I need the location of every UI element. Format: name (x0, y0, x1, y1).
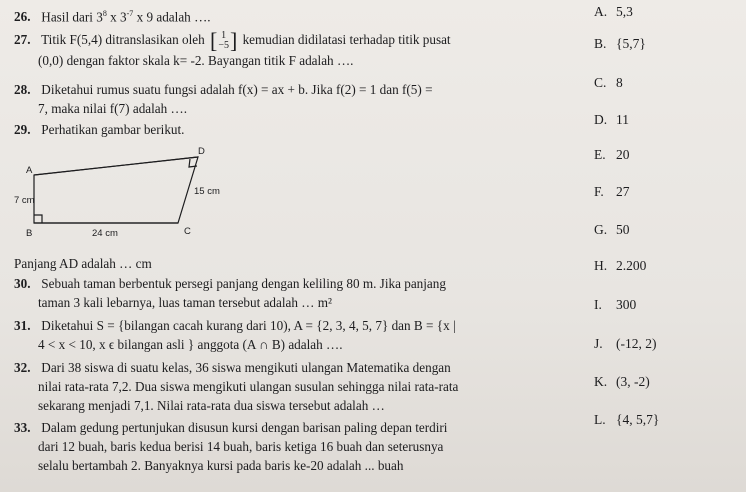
question-number: 31. (14, 318, 31, 333)
vertex-d: D (198, 146, 205, 157)
question-33 (14, 418, 586, 475)
label-bc: 24 cm (92, 228, 118, 239)
question-29-prompt: Panjang AD adalah … cm (14, 256, 152, 271)
vertex-c: C (184, 226, 191, 237)
geometry-figure (14, 145, 244, 245)
translation-matrix (209, 27, 238, 53)
option-h: H. 2.200 (594, 258, 647, 273)
question-text-line2: nilai rata-rata 7,2. Dua siswa mengikuti ulangan susulan sehingga nilai rata-rata (38, 379, 459, 394)
question-number: 29. (14, 122, 31, 137)
expr-exp-b: -7 (126, 9, 134, 18)
question-number: 27. (14, 32, 31, 47)
expr-exp-a: 8 (102, 9, 107, 18)
question-text: Perhatikan gambar berikut. (41, 122, 185, 137)
question-30 (14, 274, 586, 312)
question-text: Hasil dari (41, 9, 93, 25)
question-number: 26. (14, 9, 31, 25)
option-b: B. {5,7} (594, 36, 646, 51)
question-text: Dari 38 siswa di suatu kelas, 36 siswa mengikuti ulangan Matematika dengan (41, 360, 451, 375)
question-text-line3: sekarang menjadi 7,1. Nilai rata-rata dua siswa tersebut adalah … (38, 398, 385, 413)
option-k: K. (3, -2) (594, 374, 650, 389)
expr-base-a: 3 (96, 9, 103, 25)
expr-times: x (106, 9, 121, 25)
question-29 (14, 120, 586, 139)
question-text: kemudian didilatasi terhadap titik pusat (242, 32, 451, 47)
option-d: D. 11 (594, 112, 629, 127)
label-ab: 7 cm (14, 195, 35, 206)
matrix-bracket-right: ] (229, 27, 238, 53)
right-angle-b (34, 215, 42, 223)
segment-ad (34, 157, 198, 175)
question-text: Dalam gedung pertunjukan disusun kursi dengan barisan paling depan terdiri (41, 420, 448, 435)
expr-rest: x 9 adalah …. (133, 9, 211, 25)
option-g: G. 50 (594, 222, 630, 237)
matrix-bracket-left: [ (209, 27, 218, 53)
option-a: A. 5,3 (594, 4, 633, 19)
vertex-a: A (26, 165, 33, 176)
question-27 (14, 27, 586, 70)
question-text: Diketahui rumus suatu fungsi adalah f(x) = ax + b. Jika f(2) = 1 dan f(5) = (41, 82, 433, 97)
option-i: I. 300 (594, 297, 637, 312)
question-number: 30. (14, 276, 31, 291)
question-text-line2: taman 3 kali lebarnya, luas taman tersebut adalah … m² (38, 295, 332, 310)
question-32 (14, 358, 586, 415)
question-number: 33. (14, 420, 31, 435)
label-cd: 15 cm (194, 186, 220, 197)
option-l: L. {4, 5,7} (594, 412, 660, 427)
question-28 (14, 80, 586, 118)
expr-base-b: 3 (120, 9, 127, 25)
option-e: E. 20 (594, 147, 630, 162)
option-j: J. (-12, 2) (594, 336, 657, 351)
option-f: F. 27 (594, 184, 630, 199)
option-c: C. 8 (594, 75, 623, 90)
question-text: Titik F(5,4) ditranslasikan oleh (41, 32, 205, 47)
question-number: 32. (14, 360, 31, 375)
question-text: Diketahui S = {bilangan cacah kurang dari 10), A = {2, 3, 4, 5, 7} dan B = {x | (41, 318, 456, 333)
question-31 (14, 316, 586, 354)
question-26 (14, 4, 586, 26)
question-text-line3: selalu bertambah 2. Banyaknya kursi pada baris ke-20 adalah ... buah (38, 458, 404, 473)
question-text-line2: 7, maka nilai f(7) adalah …. (38, 101, 188, 116)
question-text-line2: 4 < x < 10, x ϵ bilangan asli } anggota (A ∩ B) adalah …. (38, 337, 343, 352)
question-text: Sebuah taman berbentuk persegi panjang dengan keliling 80 m. Jika panjang (41, 276, 446, 291)
question-text-line2: (0,0) dengan faktor skala k= -2. Bayangan titik F adalah …. (38, 52, 354, 68)
matrix-bottom: −5 (218, 39, 229, 51)
quadrilateral-abcd (34, 157, 198, 223)
matrix-top: 1 (221, 29, 227, 41)
vertex-b: B (26, 228, 33, 239)
question-number: 28. (14, 82, 31, 97)
question-text-line2: dari 12 buah, baris kedua berisi 14 buah, baris ketiga 16 buah dan seterusnya (38, 439, 444, 454)
